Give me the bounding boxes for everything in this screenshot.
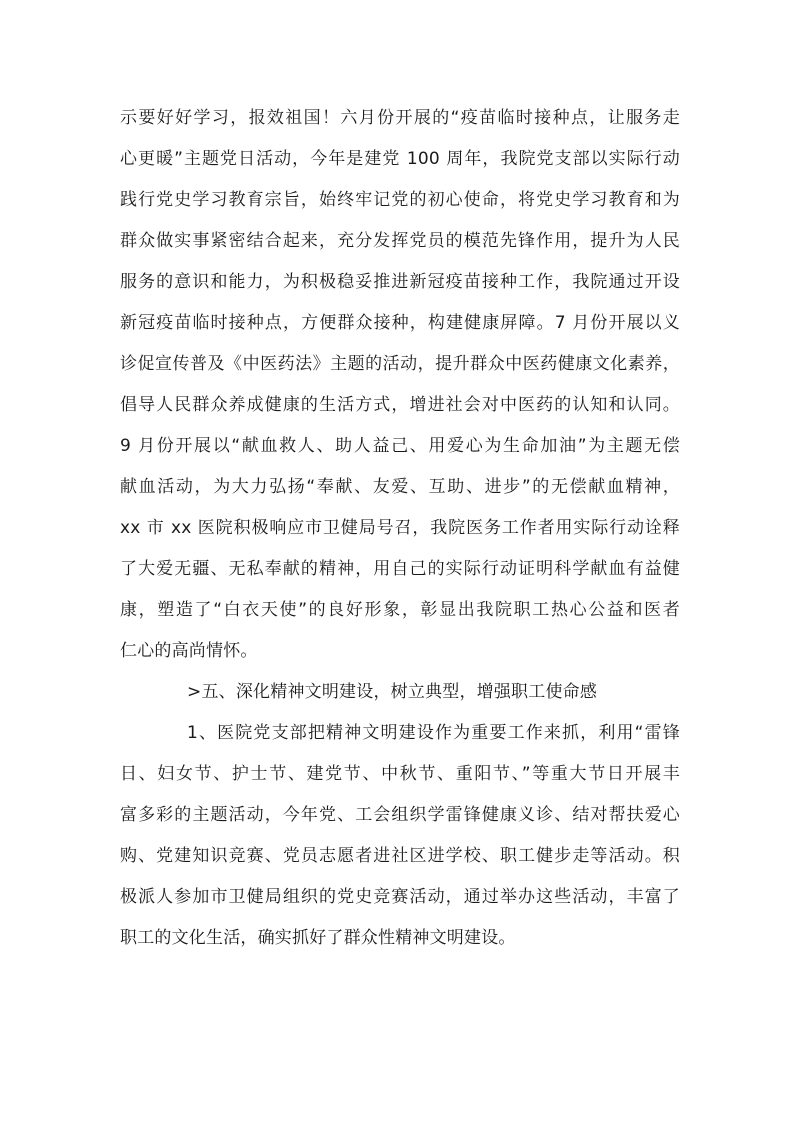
paragraph-first-line: 1、医院党支部把精神文明建设作为重要工作来抓，利用“雷锋 (187, 723, 680, 743)
body-text-line: 诊促宣传普及《中医药法》主题的活动，提升群众中医药健康文化素养， (120, 354, 680, 374)
body-text-line: 富多彩的主题活动，今年党、工会组织学雷锋健康义诊、结对帮扶爱心 (120, 805, 680, 825)
body-text-line: 献血活动，为大力弘扬“奉献、友爱、互助、进步”的无偿献血精神， (120, 477, 680, 497)
body-text-line: 极派人参加市卫健局组织的党史竞赛活动，通过举办这些活动，丰富了 (120, 887, 680, 907)
body-text-line: 示要好好学习，报效祖国！六月份开展的“疫苗临时接种点，让服务走 (120, 108, 680, 128)
body-text-line: xx 市 xx 医院积极响应市卫健局号召，我院医务工作者用实际行动诠释 (120, 518, 680, 538)
body-text-line: 仁心的高尚情怀。 (120, 641, 258, 661)
body-text-line: 康，塑造了“白衣天使”的良好形象，彰显出我院职工热心公益和医者 (120, 600, 680, 620)
body-text-line: 9 月份开展以“献血救人、助人益己、用爱心为生命加油”为主题无偿 (120, 436, 680, 456)
body-text-line: 服务的意识和能力，为积极稳妥推进新冠疫苗接种工作，我院通过开设 (120, 272, 680, 292)
body-text-line: 倡导人民群众养成健康的生活方式，增进社会对中医药的认知和认同。 (120, 395, 680, 415)
body-text-line: 职工的文化生活，确实抓好了群众性精神文明建设。 (120, 928, 516, 948)
body-text-line: 群众做实事紧密结合起来，充分发挥党员的模范先锋作用，提升为人民 (120, 231, 680, 251)
body-text-line: 新冠疫苗临时接种点，方便群众接种，构建健康屏障。7 月份开展以义 (120, 313, 680, 333)
body-text-line: 了大爱无疆、无私奉献的精神，用自己的实际行动证明科学献血有益健 (120, 559, 680, 579)
body-text-line: 购、党建知识竞赛、党员志愿者进社区进学校、职工健步走等活动。积 (120, 846, 680, 866)
body-text-line: 日、妇女节、护士节、建党节、中秋节、重阳节、”等重大节日开展丰 (120, 764, 680, 784)
section-heading: >五、深化精神文明建设，树立典型，增强职工使命感 (187, 682, 598, 702)
body-text-line: 践行党史学习教育宗旨，始终牢记党的初心使命，将党史学习教育和为 (120, 190, 680, 210)
body-text-line: 心更暖”主题党日活动，今年是建党 100 周年，我院党支部以实际行动 (120, 149, 680, 169)
